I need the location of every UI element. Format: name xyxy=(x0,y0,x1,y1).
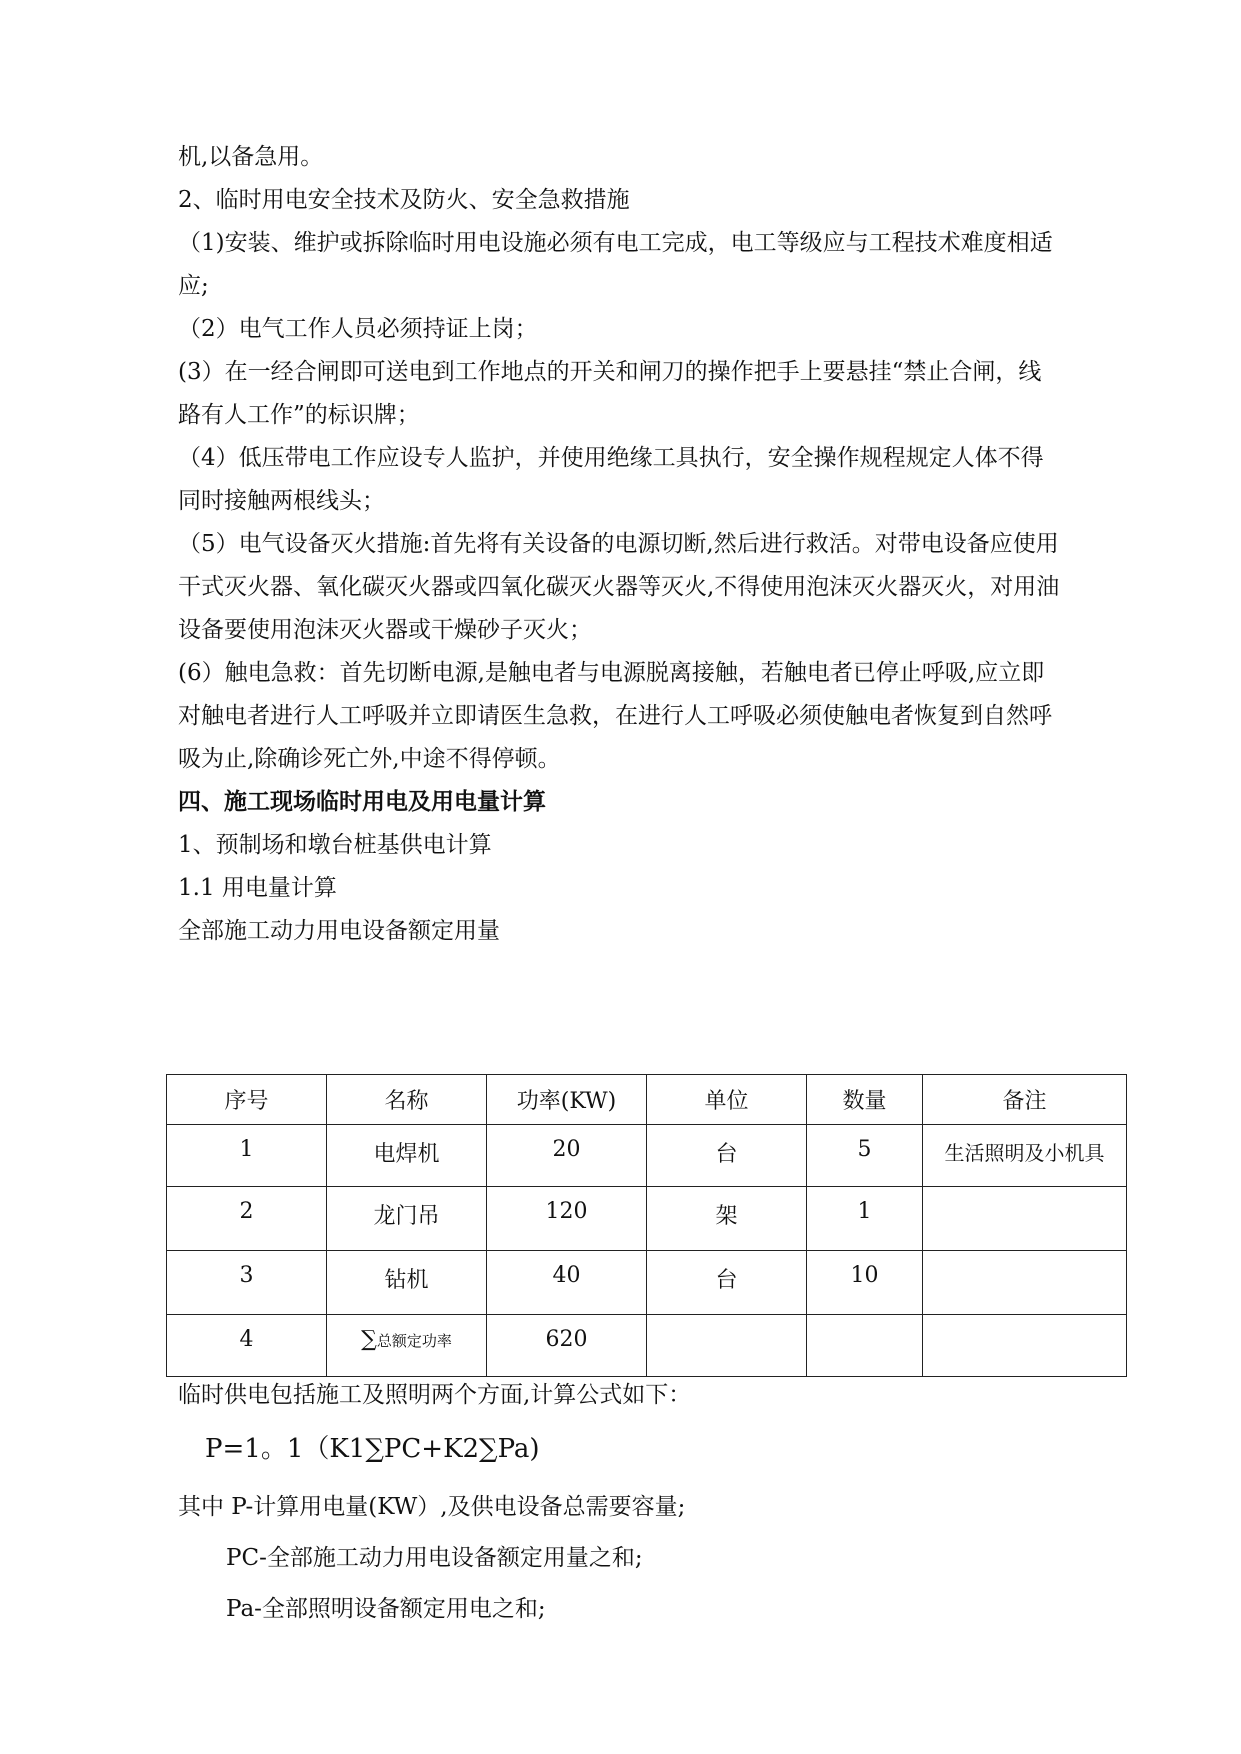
cell-power: 120 xyxy=(487,1187,647,1251)
equipment-table xyxy=(166,1074,1127,1377)
paragraph-line: 对触电者进行人工呼吸并立即请医生急救，在进行人工呼吸必须使触电者恢复到自然呼 xyxy=(178,703,1052,729)
table-row xyxy=(167,1187,1127,1251)
paragraph-line: 同时接触两根线头； xyxy=(178,488,385,514)
paragraph-line: 临时供电包括施工及照明两个方面,计算公式如下： xyxy=(178,1382,692,1408)
paragraph-line: (3）在一经合闸即可送电到工作地点的开关和闸刀的操作把手上要悬挂“禁止合闸，线 xyxy=(178,359,1042,385)
paragraph-line: PC-全部施工动力用电设备额定用量之和; xyxy=(226,1545,643,1571)
cell-note xyxy=(923,1187,1127,1251)
cell-qty: 10 xyxy=(807,1251,923,1315)
paragraph-line: 吸为止,除确诊死亡外,中途不得停顿。 xyxy=(178,746,561,772)
cell-note xyxy=(923,1251,1127,1315)
cell-unit: 台 xyxy=(647,1125,807,1187)
cell-unit: 架 xyxy=(647,1187,807,1251)
total-power-label: 总额定功率 xyxy=(376,1332,452,1350)
table-row xyxy=(167,1125,1127,1187)
cell-name: 龙门吊 xyxy=(327,1187,487,1251)
subheading: 1、预制场和墩台桩基供电计算 xyxy=(178,832,492,858)
table-row xyxy=(167,1315,1127,1377)
cell-qty xyxy=(807,1315,923,1377)
table-header-row xyxy=(167,1075,1127,1125)
paragraph-line: (6）触电急救：首先切断电源,是触电者与电源脱离接触，若触电者已停止呼吸,应立即 xyxy=(178,660,1045,686)
cell-no: 4 xyxy=(167,1315,327,1377)
formula: P=1。1（K1∑PC+K2∑Pa) xyxy=(205,1434,540,1464)
cell-power: 40 xyxy=(487,1251,647,1315)
cell-name: 电焊机 xyxy=(327,1125,487,1187)
cell-name xyxy=(327,1315,487,1377)
paragraph-line: （2）电气工作人员必须持证上岗； xyxy=(178,316,538,342)
paragraph-line: 设备要使用泡沫灭火器或干燥砂子灭火； xyxy=(178,617,592,643)
cell-note xyxy=(923,1315,1127,1377)
subheading: 2、临时用电安全技术及防火、安全急救措施 xyxy=(178,187,630,213)
cell-qty: 5 xyxy=(807,1125,923,1187)
header-qty: 数量 xyxy=(807,1075,923,1125)
paragraph-line: 应; xyxy=(178,273,209,299)
cell-no: 3 xyxy=(167,1251,327,1315)
cell-power: 620 xyxy=(487,1315,647,1377)
paragraph-line: 干式灭火器、氧化碳灭火器或四氧化碳灭火器等灭火,不得使用泡沫灭火器灭火，对用油 xyxy=(178,574,1060,600)
paragraph-line: （5）电气设备灭火措施:首先将有关设备的电源切断,然后进行救活。对带电设备应使用 xyxy=(178,531,1059,557)
header-no: 序号 xyxy=(167,1075,327,1125)
header-name: 名称 xyxy=(327,1075,487,1125)
header-unit: 单位 xyxy=(647,1075,807,1125)
paragraph-line: （4）低压带电工作应设专人监护，并使用绝缘工具执行，安全操作规程规定人体不得 xyxy=(178,445,1044,471)
paragraph-line: 机,以备急用。 xyxy=(178,144,324,170)
cell-qty: 1 xyxy=(807,1187,923,1251)
header-note: 备注 xyxy=(923,1075,1127,1125)
sigma-symbol: ∑ xyxy=(361,1327,377,1352)
subheading: 1.1 用电量计算 xyxy=(178,875,337,901)
header-power: 功率(KW) xyxy=(487,1075,647,1125)
cell-unit xyxy=(647,1315,807,1377)
cell-note: 生活照明及小机具 xyxy=(923,1125,1127,1187)
paragraph-line: 路有人工作”的标识牌； xyxy=(178,402,420,428)
paragraph-line: Pa-全部照明设备额定用电之和; xyxy=(226,1596,546,1622)
cell-power: 20 xyxy=(487,1125,647,1187)
cell-no: 2 xyxy=(167,1187,327,1251)
cell-no: 1 xyxy=(167,1125,327,1187)
cell-name: 钻机 xyxy=(327,1251,487,1315)
paragraph-line: 其中 P-计算用电量(KW）,及供电设备总需要容量; xyxy=(178,1494,686,1520)
table-row xyxy=(167,1251,1127,1315)
cell-unit: 台 xyxy=(647,1251,807,1315)
table-caption: 全部施工动力用电设备额定用量 xyxy=(178,918,500,944)
section-heading: 四、施工现场临时用电及用电量计算 xyxy=(178,789,546,815)
paragraph-line: （1)安装、维护或拆除临时用电设施必须有电工完成，电工等级应与工程技术难度相适 xyxy=(178,230,1053,256)
